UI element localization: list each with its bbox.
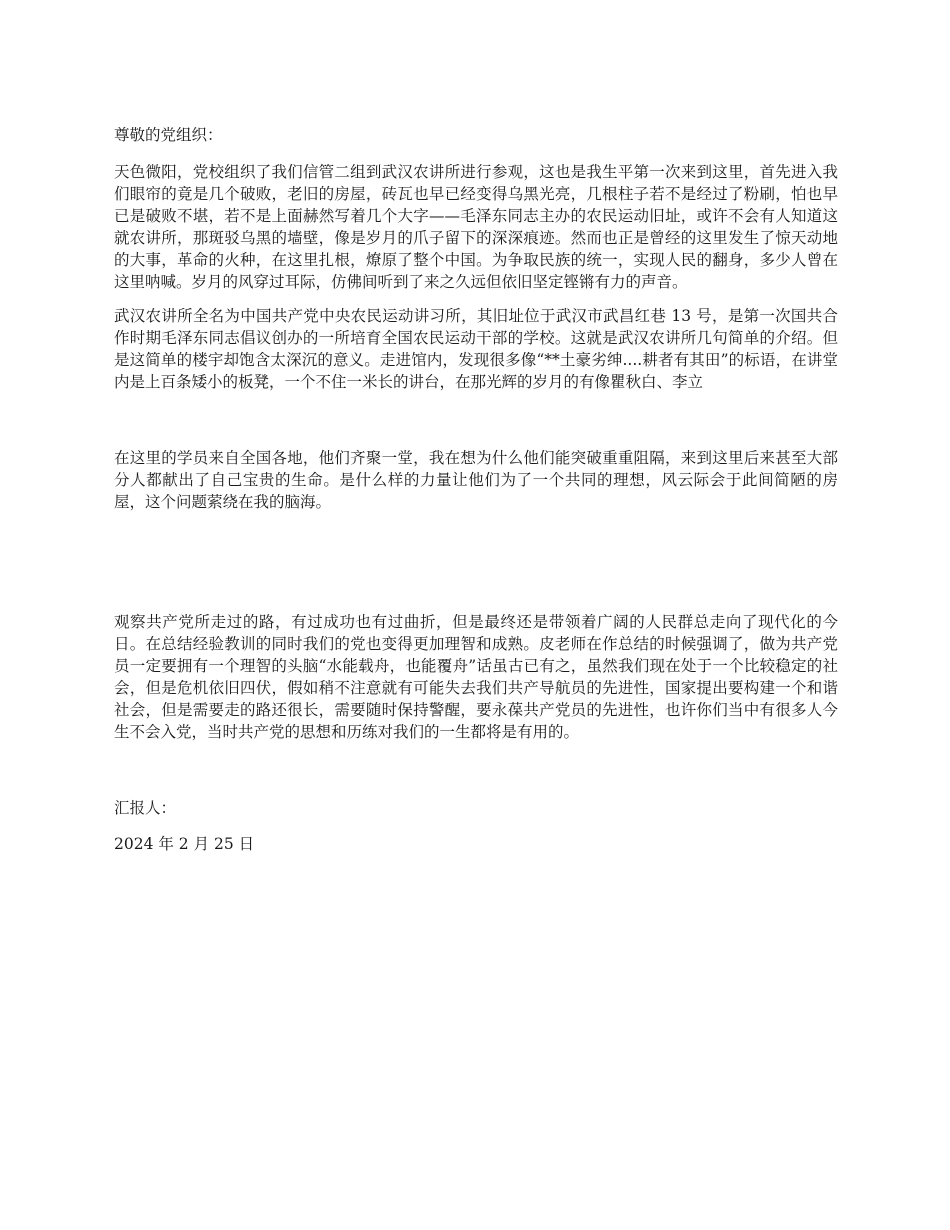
paragraph-visit: 天色微阳，党校组织了我们信管二组到武汉农讲所进行参观，这也是我生平第一次来到这里，首先进入我们眼帘的竟是几个破败，老旧的房屋，砖瓦也早已经变得乌黑光亮，几根柱子若不是经过了粉刷，怕也早已是破败不堪，若不是上面赫然写着几个大字——毛泽东同志主办的农民运动旧址，或许不会有人知道这就农讲所，那斑驳乌黑的墙壁，像是岁月的爪子留下的深深痕迹。然而也正是曾经的这里发生了惊天动地的大事，革命的火种，在这里扎根，燎原了整个中国。为争取民族的统一，实现人民的翻身，多少人曾在这里呐喊。岁月的风穿过耳际，仿佛间听到了来之久远但依旧坚定铿锵有力的声音。: [114, 163, 838, 291]
signer-label: 汇报人：: [114, 799, 177, 817]
paragraph-introduction: 武汉农讲所全名为中国共产党中央农民运动讲习所，其旧址位于武汉市武昌红巷 13 号，是第一次国共合作时期毛泽东同志倡议创办的一所培育全国农民运动干部的学校。这就是武汉农讲所几句简单的介绍。但是这简单的楼宇却饱含太深沉的意义。走进馆内，发现很多像“**土豪劣绅....耕者有其田”的标语，在讲堂内是上百条矮小的板凳，一个不住一米长的讲台，在那光辉的岁月的有像瞿秋白、李立: [114, 307, 838, 391]
report-date: 2024 年 2 月 25 日: [114, 835, 255, 853]
paragraph-reflection: 观察共产党所走过的路，有过成功也有过曲折，但是最终还是带领着广阔的人民群总走向了现代化的今日。在总结经验教训的同时我们的党也变得更加理智和成熟。皮老师在作总结的时候强调了，做为共产党员一定要拥有一个理智的头脑“水能载舟，也能覆舟”话虽古已有之，虽然我们现在处于一个比较稳定的社会，但是危机依旧四伏，假如稍不注意就有可能失去我们共产导航员的先进性，国家提出要构建一个和谐社会，但是需要走的路还很长，需要随时保持警醒，要永葆共产党员的先进性，也许你们当中有很多人今生不会入党，当时共产党的思想和历练对我们的一生都将是有用的。: [114, 613, 838, 741]
salutation: 尊敬的党组织：: [114, 126, 223, 144]
report-body: [114, 124, 838, 855]
paragraph-students: 在这里的学员来自全国各地，他们齐聚一堂，我在想为什么他们能突破重重阻隔，来到这里后来甚至大部分人都献出了自己宝贵的生命。是什么样的力量让他们为了一个共同的理想，风云际会于此间简陋的房屋，这个问题萦绕在我的脑海。: [114, 449, 838, 511]
